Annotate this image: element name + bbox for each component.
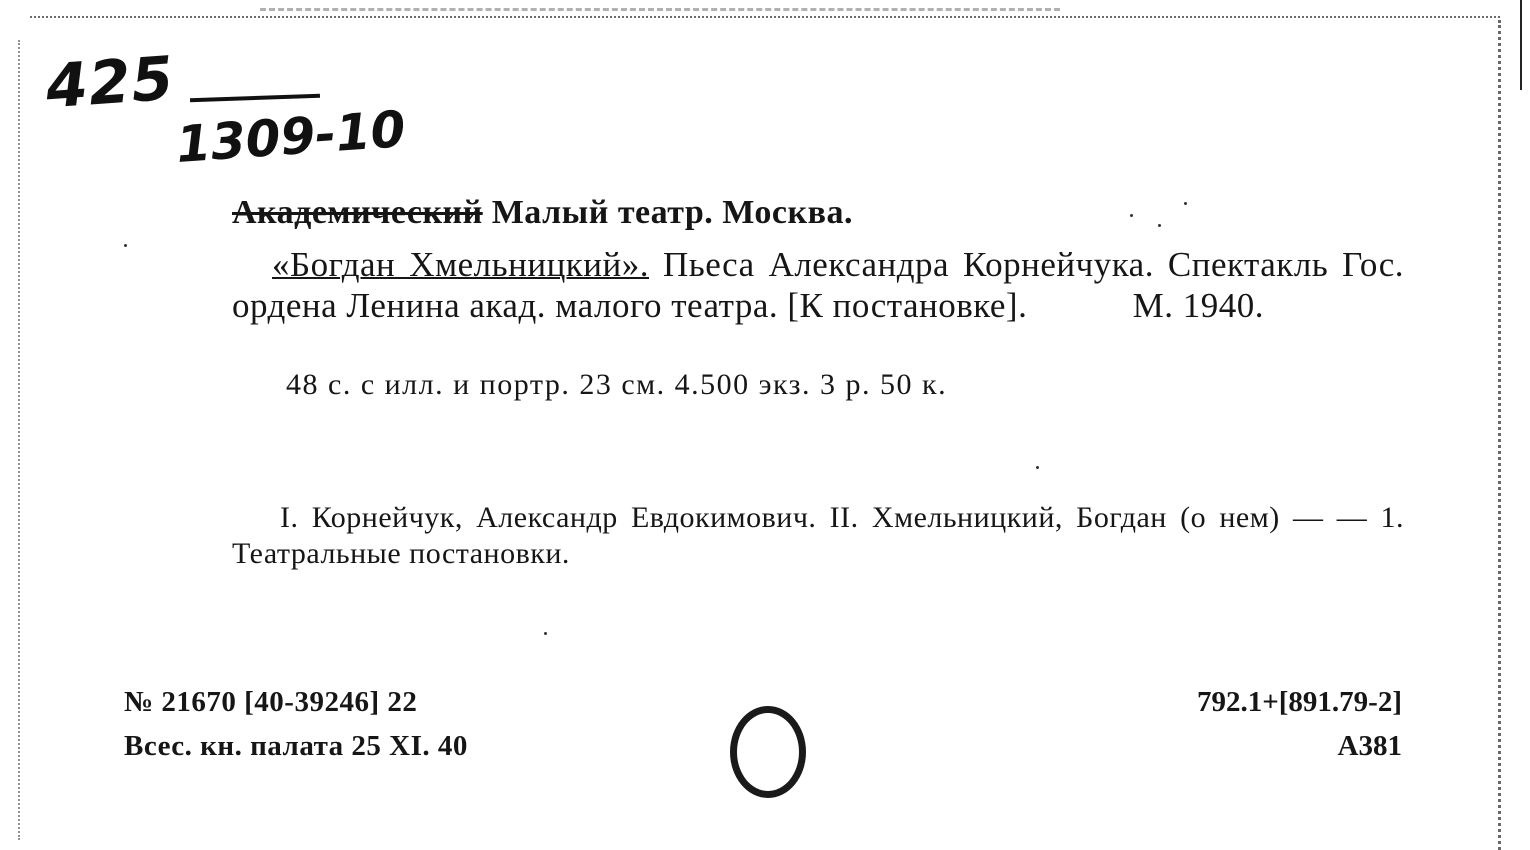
punch-hole bbox=[730, 706, 806, 798]
ink-speck bbox=[124, 244, 127, 247]
catalog-heading bbox=[232, 194, 853, 232]
record-number: № 21670 [40-39246] 22 bbox=[124, 686, 418, 718]
shelf-mark-number: 425 bbox=[43, 43, 177, 123]
classification-index: 792.1+[891.79-2] bbox=[1197, 686, 1402, 718]
physical-description: 48 с. с илл. и портр. 23 см. 4.500 экз. 3 р. 50 к. bbox=[286, 368, 948, 401]
footer-right bbox=[1197, 680, 1402, 768]
tracings bbox=[232, 500, 1404, 572]
tracings-text: I. Корнейчук, Александр Евдокимович. II. Хмельницкий, Богдан (о нем) — — 1. Театральные постановки. bbox=[232, 501, 1404, 570]
author-code: А381 bbox=[1337, 730, 1402, 762]
card-top-edge-shadow bbox=[260, 8, 1060, 17]
description-text: Пьеса Александра Корнейчука. Спектакль Гос. ордена Ленина акад. малого театра. [К постановке]. bbox=[232, 245, 1405, 325]
shelf-mark-line bbox=[190, 94, 320, 103]
ink-speck bbox=[1036, 466, 1039, 469]
card-left-edge bbox=[18, 40, 24, 840]
work-title: «Богдан Хмельницкий». bbox=[272, 245, 650, 284]
card-right-edge bbox=[1492, 20, 1501, 850]
book-chamber-date: Всес. кн. палата 25 XI. 40 bbox=[124, 730, 468, 762]
heading-struck-word: Академический bbox=[232, 194, 483, 231]
imprint: М. 1940. bbox=[1132, 286, 1264, 325]
ink-speck bbox=[1184, 202, 1187, 205]
ink-speck bbox=[1130, 214, 1133, 217]
footer-left bbox=[124, 680, 468, 768]
heading-text: Малый театр. Москва. bbox=[491, 194, 853, 231]
ink-speck bbox=[544, 632, 547, 635]
ink-speck bbox=[1158, 224, 1161, 227]
card-right-edge-mark bbox=[1516, 0, 1522, 90]
description-paragraph bbox=[232, 244, 1404, 326]
shelf-mark-subnumber: 1309-10 bbox=[174, 100, 408, 174]
